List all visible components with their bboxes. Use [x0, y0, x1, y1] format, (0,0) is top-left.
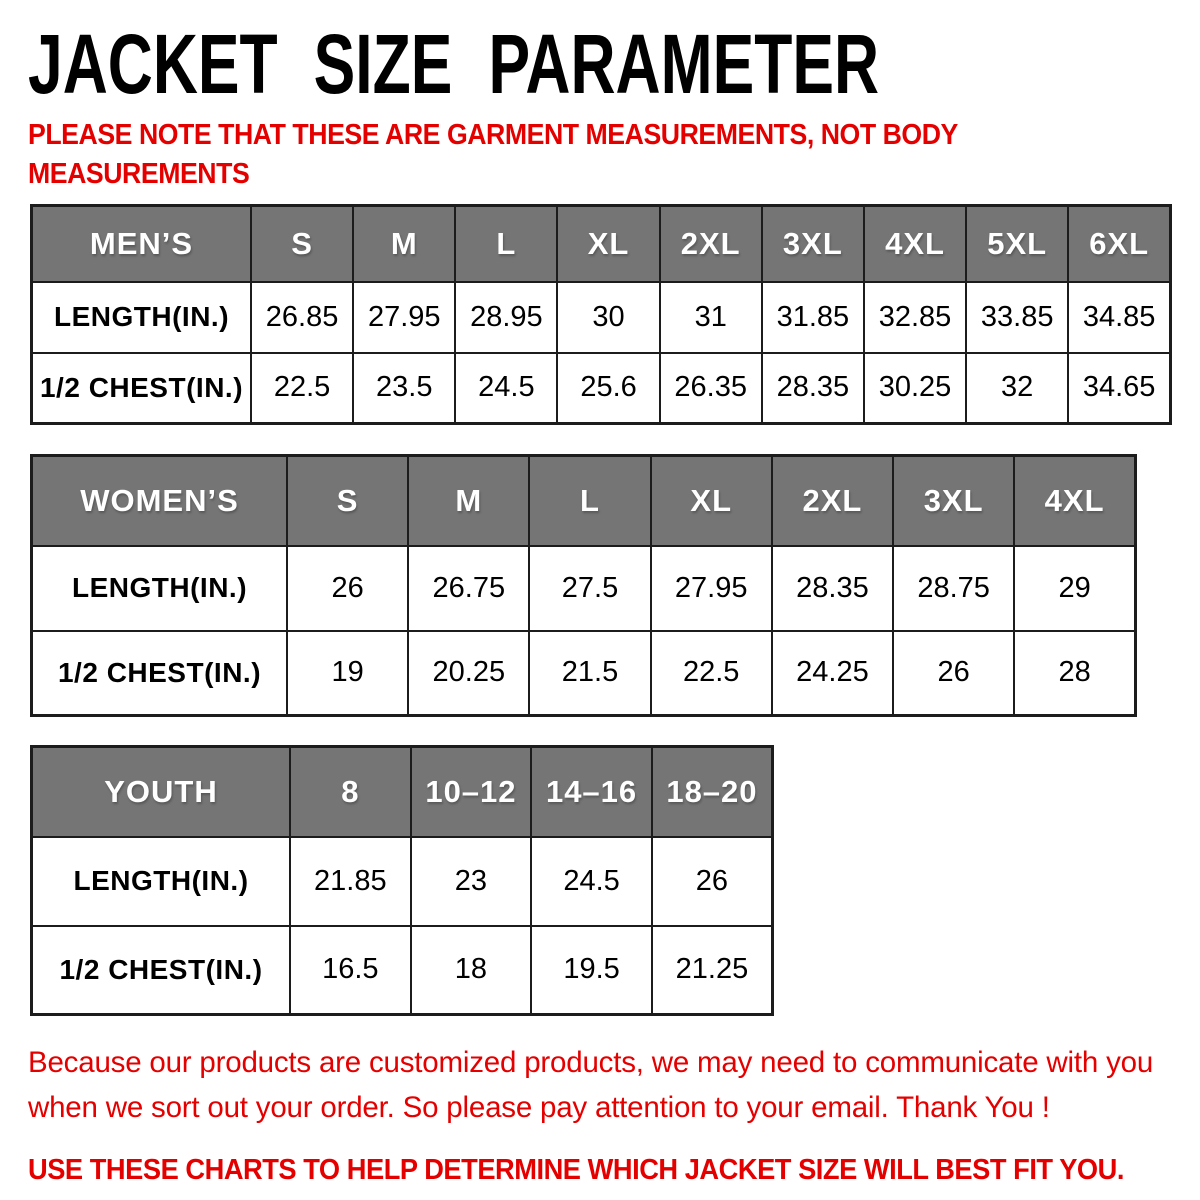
- value-cell: 27.95: [353, 282, 455, 353]
- value-cell: 28.35: [762, 353, 864, 424]
- value-cell: 19.5: [531, 926, 652, 1015]
- size-header: 8: [290, 747, 411, 837]
- value-cell: 28.95: [455, 282, 557, 353]
- size-chart-page: [0, 16, 1200, 1200]
- value-cell: 32.85: [864, 282, 966, 353]
- value-cell: 30.25: [864, 353, 966, 424]
- size-header: XL: [651, 456, 772, 546]
- value-cell: 26: [652, 837, 773, 926]
- value-cell: 24.25: [772, 631, 893, 716]
- value-cell: 22.5: [651, 631, 772, 716]
- value-cell: 19: [287, 631, 408, 716]
- page-title: JACKET SIZE PARAMETER: [28, 16, 880, 112]
- size-header: M: [353, 206, 455, 282]
- value-cell: 26: [893, 631, 1014, 716]
- table-row: [32, 926, 773, 1015]
- value-cell: 23: [411, 837, 532, 926]
- size-header: 6XL: [1068, 206, 1170, 282]
- value-cell: 34.85: [1068, 282, 1170, 353]
- size-header: 3XL: [762, 206, 864, 282]
- value-cell: 30: [557, 282, 659, 353]
- size-header: 10–12: [411, 747, 532, 837]
- value-cell: 24.5: [531, 837, 652, 926]
- value-cell: 26.35: [660, 353, 762, 424]
- size-header: 18–20: [652, 747, 773, 837]
- page-title-wrap: [28, 16, 1200, 112]
- row-label: 1/2 CHEST(IN.): [32, 926, 291, 1015]
- value-cell: 32: [966, 353, 1068, 424]
- row-label: LENGTH(IN.): [32, 282, 252, 353]
- size-header: L: [455, 206, 557, 282]
- size-header: L: [529, 456, 650, 546]
- size-header: 3XL: [893, 456, 1014, 546]
- note-line-1: PLEASE NOTE THAT THESE ARE GARMENT MEASUREMENTS, NOT BODY: [28, 119, 958, 151]
- value-cell: 18: [411, 926, 532, 1015]
- size-header: 5XL: [966, 206, 1068, 282]
- header-row: [32, 456, 1136, 546]
- table-row: [32, 837, 773, 926]
- value-cell: 27.5: [529, 546, 650, 631]
- value-cell: 21.85: [290, 837, 411, 926]
- category-header-womens: WOMEN’S: [32, 456, 288, 546]
- size-header: 2XL: [660, 206, 762, 282]
- row-label: 1/2 CHEST(IN.): [32, 353, 252, 424]
- value-cell: 33.85: [966, 282, 1068, 353]
- note-line-2: MEASUREMENTS: [28, 158, 250, 190]
- size-table-mens: [30, 204, 1172, 425]
- size-header: 14–16: [531, 747, 652, 837]
- value-cell: 21.25: [652, 926, 773, 1015]
- use-charts-note: USE THESE CHARTS TO HELP DETERMINE WHICH JACKET SIZE WILL BEST FIT YOU.: [28, 1154, 1124, 1186]
- size-header: 4XL: [1014, 456, 1135, 546]
- header-row: [32, 747, 773, 837]
- value-cell: 26.85: [251, 282, 353, 353]
- table-row: [32, 353, 1171, 424]
- value-cell: 31: [660, 282, 762, 353]
- size-table-womens: [30, 454, 1137, 717]
- value-cell: 23.5: [353, 353, 455, 424]
- category-header-youth: YOUTH: [32, 747, 291, 837]
- value-cell: 28.75: [893, 546, 1014, 631]
- size-table-youth: [30, 745, 774, 1016]
- value-cell: 34.65: [1068, 353, 1170, 424]
- value-cell: 26.75: [408, 546, 529, 631]
- row-label: 1/2 CHEST(IN.): [32, 631, 288, 716]
- row-label: LENGTH(IN.): [32, 837, 291, 926]
- size-header: S: [251, 206, 353, 282]
- table-row: [32, 631, 1136, 716]
- row-label: LENGTH(IN.): [32, 546, 288, 631]
- value-cell: 29: [1014, 546, 1135, 631]
- value-cell: 16.5: [290, 926, 411, 1015]
- garment-measurement-note: [28, 116, 1200, 194]
- value-cell: 26: [287, 546, 408, 631]
- table-row: [32, 282, 1171, 353]
- value-cell: 28: [1014, 631, 1135, 716]
- footer-notes: [28, 1040, 1168, 1187]
- value-cell: 20.25: [408, 631, 529, 716]
- value-cell: 24.5: [455, 353, 557, 424]
- size-header: 2XL: [772, 456, 893, 546]
- category-header-mens: MEN’S: [32, 206, 252, 282]
- value-cell: 28.35: [772, 546, 893, 631]
- customized-products-note: Because our products are customized products, we may need to communicate with you when we sort out your order. So please pay attention to your email. Thank You !: [28, 1046, 1154, 1124]
- size-header: S: [287, 456, 408, 546]
- size-header: 4XL: [864, 206, 966, 282]
- header-row: [32, 206, 1171, 282]
- value-cell: 22.5: [251, 353, 353, 424]
- size-header: M: [408, 456, 529, 546]
- table-row: [32, 546, 1136, 631]
- size-tables-section: [0, 204, 1200, 1016]
- value-cell: 27.95: [651, 546, 772, 631]
- value-cell: 31.85: [762, 282, 864, 353]
- size-header: XL: [557, 206, 659, 282]
- value-cell: 21.5: [529, 631, 650, 716]
- value-cell: 25.6: [557, 353, 659, 424]
